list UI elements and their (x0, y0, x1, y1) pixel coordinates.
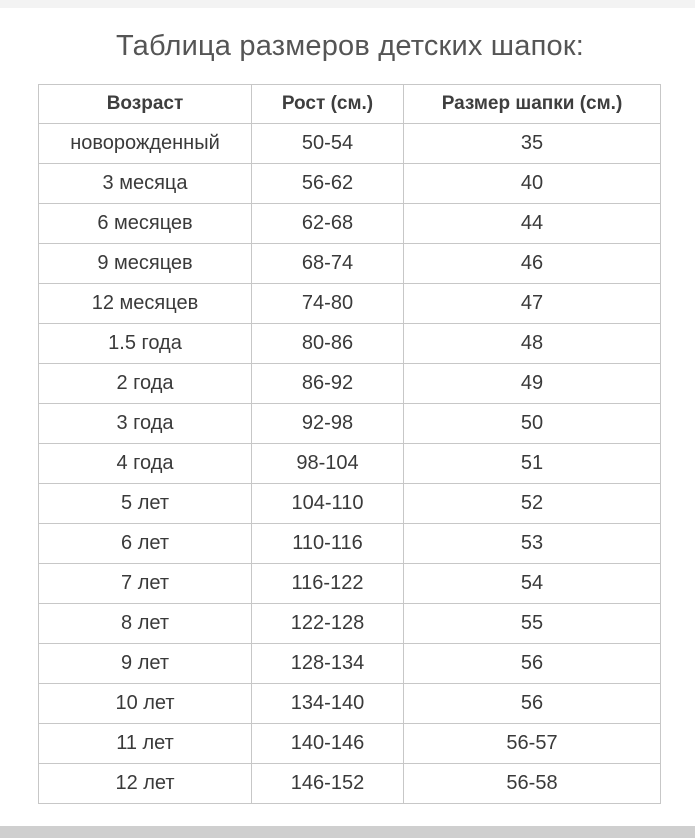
page-title: Таблица размеров детских шапок: (116, 30, 584, 62)
age-cell: 10 лет (39, 684, 252, 724)
height-cell: 80-86 (252, 324, 404, 364)
age-cell: 4 года (39, 444, 252, 484)
table-row (39, 244, 661, 284)
table-body (39, 124, 661, 804)
age-cell: 8 лет (39, 604, 252, 644)
height-cell: 68-74 (252, 244, 404, 284)
age-cell: 1.5 года (39, 324, 252, 364)
table-row (39, 364, 661, 404)
table-row (39, 284, 661, 324)
column-header-hat-size: Размер шапки (см.) (404, 85, 661, 124)
hat-size-cell: 52 (404, 484, 661, 524)
height-cell: 134-140 (252, 684, 404, 724)
height-cell: 86-92 (252, 364, 404, 404)
hat-size-cell: 56-57 (404, 724, 661, 764)
hat-size-cell: 49 (404, 364, 661, 404)
hat-size-cell: 53 (404, 524, 661, 564)
hat-size-cell: 47 (404, 284, 661, 324)
height-cell: 62-68 (252, 204, 404, 244)
table-row (39, 684, 661, 724)
age-cell: 2 года (39, 364, 252, 404)
age-cell: 12 лет (39, 764, 252, 804)
hat-size-cell: 50 (404, 404, 661, 444)
table-row (39, 324, 661, 364)
table-row (39, 724, 661, 764)
height-cell: 92-98 (252, 404, 404, 444)
bottom-bar (0, 826, 695, 838)
table-row (39, 604, 661, 644)
hat-size-cell: 56 (404, 644, 661, 684)
table-row (39, 204, 661, 244)
height-cell: 56-62 (252, 164, 404, 204)
height-cell: 140-146 (252, 724, 404, 764)
hat-size-cell: 54 (404, 564, 661, 604)
hat-size-cell: 55 (404, 604, 661, 644)
height-cell: 98-104 (252, 444, 404, 484)
table-row (39, 564, 661, 604)
height-cell: 146-152 (252, 764, 404, 804)
height-cell: 122-128 (252, 604, 404, 644)
age-cell: 9 лет (39, 644, 252, 684)
hat-size-cell: 46 (404, 244, 661, 284)
size-table (38, 84, 661, 804)
age-cell: 5 лет (39, 484, 252, 524)
table-row (39, 644, 661, 684)
table-row (39, 524, 661, 564)
age-cell: 6 месяцев (39, 204, 252, 244)
age-cell: 3 месяца (39, 164, 252, 204)
hat-size-cell: 35 (404, 124, 661, 164)
column-header-age: Возраст (39, 85, 252, 124)
height-cell: 110-116 (252, 524, 404, 564)
hat-size-cell: 51 (404, 444, 661, 484)
age-cell: 7 лет (39, 564, 252, 604)
height-cell: 104-110 (252, 484, 404, 524)
hat-size-cell: 56 (404, 684, 661, 724)
table-row (39, 164, 661, 204)
table-row (39, 124, 661, 164)
age-cell: 11 лет (39, 724, 252, 764)
age-cell: 3 года (39, 404, 252, 444)
table-row (39, 444, 661, 484)
age-cell: 6 лет (39, 524, 252, 564)
height-cell: 128-134 (252, 644, 404, 684)
table-row (39, 404, 661, 444)
table-row (39, 764, 661, 804)
hat-size-cell: 56-58 (404, 764, 661, 804)
height-cell: 116-122 (252, 564, 404, 604)
height-cell: 50-54 (252, 124, 404, 164)
table-row (39, 484, 661, 524)
hat-size-cell: 44 (404, 204, 661, 244)
age-cell: 9 месяцев (39, 244, 252, 284)
age-cell: новорожденный (39, 124, 252, 164)
header-row (39, 85, 661, 124)
height-cell: 74-80 (252, 284, 404, 324)
hat-size-cell: 40 (404, 164, 661, 204)
age-cell: 12 месяцев (39, 284, 252, 324)
hat-size-cell: 48 (404, 324, 661, 364)
column-header-height: Рост (см.) (252, 85, 404, 124)
top-strip (0, 0, 695, 8)
